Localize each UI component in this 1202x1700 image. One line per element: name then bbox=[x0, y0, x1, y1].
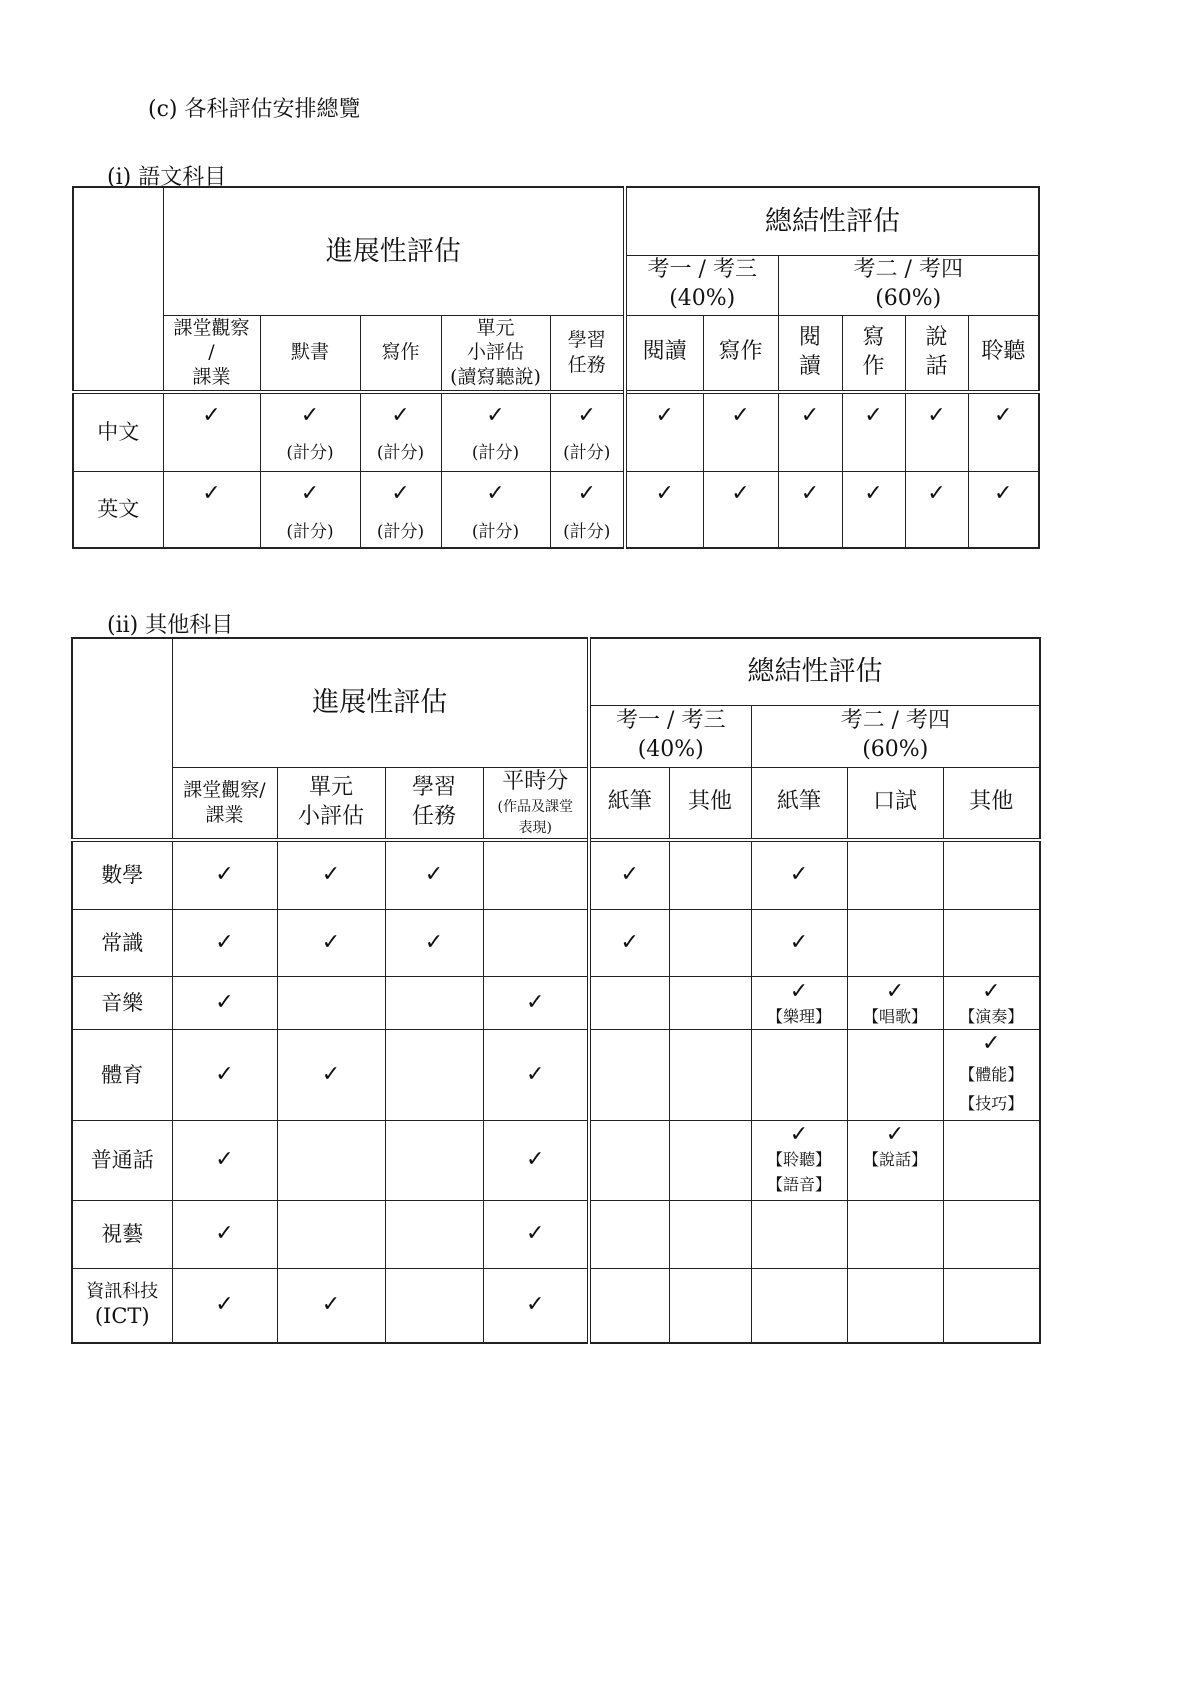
exam1-header bbox=[625, 255, 778, 315]
exam1-label: 考一 / 考三 bbox=[616, 708, 726, 734]
check-mark: ✓ bbox=[215, 862, 234, 888]
check-mark: ✓ bbox=[391, 402, 410, 428]
check-mark: ✓ bbox=[994, 402, 1013, 428]
exam2-label: 考二 / 考四 bbox=[853, 257, 963, 283]
col-class-observation: 課堂觀察/ 課業 bbox=[172, 767, 277, 840]
col-writing: 寫作 bbox=[360, 315, 441, 392]
check-mark: ✓ bbox=[215, 1147, 234, 1173]
check-mark: ✓ bbox=[789, 1122, 809, 1148]
note-singing: 【唱歌】 bbox=[862, 1007, 927, 1027]
exam2-header bbox=[751, 705, 1040, 767]
note-speaking: 【說話】 bbox=[862, 1149, 927, 1169]
check-mark: ✓ bbox=[215, 1221, 234, 1247]
check-mark: ✓ bbox=[655, 481, 674, 507]
check-mark: ✓ bbox=[215, 929, 234, 955]
check-mark: ✓ bbox=[424, 862, 444, 888]
check-mark: ✓ bbox=[927, 481, 946, 507]
check-mark: ✓ bbox=[885, 979, 905, 1005]
check-mark: ✓ bbox=[424, 929, 444, 955]
col-exam2-written: 紙筆 bbox=[751, 767, 847, 840]
note-skills: 【技巧】 bbox=[959, 1093, 1024, 1113]
col-unit-quiz: 單元 小評估 (讀寫聽說) bbox=[441, 315, 550, 392]
lang-heading: (i) 語文科目 bbox=[107, 165, 227, 190]
table-row bbox=[73, 392, 1039, 472]
score-note: (計分) bbox=[376, 443, 425, 464]
check-mark: ✓ bbox=[731, 481, 750, 507]
col-dictation: 默書 bbox=[260, 315, 360, 392]
col-exam1-writing: 寫作 bbox=[703, 315, 778, 392]
check-mark: ✓ bbox=[321, 1061, 341, 1087]
exam2-pct: (60%) bbox=[862, 737, 929, 762]
note-listening: 【聆聽】 bbox=[766, 1149, 831, 1169]
col-exam1-other: 其他 bbox=[669, 767, 751, 840]
exam1-label: 考一 / 考三 bbox=[647, 257, 757, 283]
exam1-header bbox=[589, 705, 751, 767]
check-mark: ✓ bbox=[215, 1061, 234, 1087]
subject-visual-arts: 視藝 bbox=[72, 1201, 172, 1269]
check-mark: ✓ bbox=[215, 1292, 234, 1318]
col-exam2-speaking: 說 話 bbox=[905, 315, 968, 392]
col-exam2-reading: 閱 讀 bbox=[778, 315, 842, 392]
lang-subjects-table bbox=[72, 186, 1040, 549]
check-mark: ✓ bbox=[202, 481, 221, 507]
score-note: (計分) bbox=[286, 521, 334, 542]
exam2-pct: (60%) bbox=[875, 286, 942, 311]
col-exam1-reading: 閱讀 bbox=[625, 315, 703, 392]
subject-general-studies: 常識 bbox=[72, 910, 172, 977]
check-mark: ✓ bbox=[655, 402, 674, 428]
table-row bbox=[72, 1201, 1040, 1269]
other-heading: (ii) 其他科目 bbox=[107, 613, 234, 638]
check-mark: ✓ bbox=[526, 1147, 545, 1173]
subject-math: 數學 bbox=[72, 840, 172, 910]
col-unit-quiz: 單元 小評估 bbox=[277, 767, 385, 840]
check-mark: ✓ bbox=[731, 402, 750, 428]
col-learning-task: 學習 任務 bbox=[550, 315, 625, 392]
check-mark: ✓ bbox=[526, 1221, 545, 1247]
table-row bbox=[72, 910, 1040, 977]
check-mark: ✓ bbox=[486, 402, 505, 428]
subject-english: 英文 bbox=[73, 472, 163, 548]
check-mark: ✓ bbox=[620, 862, 639, 888]
check-mark: ✓ bbox=[202, 402, 221, 428]
other-subjects-table bbox=[71, 637, 1041, 1344]
score-note: (計分) bbox=[376, 521, 425, 542]
check-mark: ✓ bbox=[864, 481, 883, 507]
exam1-pct: (40%) bbox=[637, 737, 704, 762]
summative-header: 總結性評估 bbox=[589, 638, 1040, 705]
subject-pe: 體育 bbox=[72, 1030, 172, 1121]
subject-music: 音樂 bbox=[72, 977, 172, 1030]
subject-putonghua: 普通話 bbox=[72, 1121, 172, 1201]
formative-header: 進展性評估 bbox=[172, 638, 589, 767]
formative-header: 進展性評估 bbox=[163, 187, 625, 315]
col-exam2-oral: 口試 bbox=[847, 767, 943, 840]
note-fitness: 【體能】 bbox=[959, 1064, 1024, 1084]
col-exam2-other: 其他 bbox=[943, 767, 1040, 840]
col-exam2-listening: 聆聽 bbox=[968, 315, 1039, 392]
check-mark: ✓ bbox=[885, 1122, 905, 1148]
exam2-label: 考二 / 考四 bbox=[840, 708, 950, 734]
col-daily-score: 平時分 (作品及課堂 表現) bbox=[483, 767, 589, 840]
check-mark: ✓ bbox=[321, 929, 341, 955]
note-music-theory: 【樂理】 bbox=[766, 1007, 831, 1027]
summative-header: 總結性評估 bbox=[625, 187, 1039, 255]
score-note: (計分) bbox=[471, 443, 520, 464]
note-playing: 【演奏】 bbox=[959, 1007, 1024, 1027]
check-mark: ✓ bbox=[620, 929, 639, 955]
check-mark: ✓ bbox=[391, 481, 410, 507]
score-note: (計分) bbox=[471, 521, 520, 542]
table-row bbox=[72, 1030, 1040, 1121]
check-mark: ✓ bbox=[927, 402, 946, 428]
table-row bbox=[72, 1121, 1040, 1201]
col-learning-task: 學習 任務 bbox=[385, 767, 483, 840]
exam1-pct: (40%) bbox=[669, 286, 736, 311]
exam2-header bbox=[778, 255, 1039, 315]
subject-ict: 資訊科技 (ICT) bbox=[72, 1269, 172, 1343]
check-mark: ✓ bbox=[789, 862, 809, 888]
check-mark: ✓ bbox=[577, 402, 596, 428]
check-mark: ✓ bbox=[300, 481, 320, 507]
check-mark: ✓ bbox=[994, 481, 1013, 507]
check-mark: ✓ bbox=[526, 989, 545, 1015]
corner-cell bbox=[72, 638, 172, 840]
col-exam2-writing: 寫 作 bbox=[842, 315, 905, 392]
check-mark: ✓ bbox=[800, 481, 820, 507]
check-mark: ✓ bbox=[864, 402, 883, 428]
col-exam1-written: 紙筆 bbox=[589, 767, 669, 840]
section-title: (c) 各科評估安排總覽 bbox=[148, 97, 361, 122]
check-mark: ✓ bbox=[789, 979, 809, 1005]
score-note: (計分) bbox=[563, 443, 611, 464]
check-mark: ✓ bbox=[800, 402, 820, 428]
check-mark: ✓ bbox=[486, 481, 505, 507]
check-mark: ✓ bbox=[982, 1031, 1001, 1057]
corner-cell bbox=[73, 187, 163, 392]
check-mark: ✓ bbox=[789, 929, 809, 955]
subject-chinese: 中文 bbox=[73, 392, 163, 472]
score-note: (計分) bbox=[563, 521, 611, 542]
table-row bbox=[72, 1269, 1040, 1343]
check-mark: ✓ bbox=[577, 481, 596, 507]
check-mark: ✓ bbox=[321, 1292, 341, 1318]
table-row bbox=[73, 472, 1039, 548]
check-mark: ✓ bbox=[321, 862, 341, 888]
col-class-observation: 課堂觀察 / 課業 bbox=[163, 315, 260, 392]
check-mark: ✓ bbox=[300, 402, 320, 428]
score-note: (計分) bbox=[286, 443, 334, 464]
check-mark: ✓ bbox=[982, 979, 1001, 1005]
table-row bbox=[72, 840, 1040, 910]
check-mark: ✓ bbox=[215, 989, 234, 1015]
note-phonetics: 【語音】 bbox=[766, 1174, 831, 1194]
check-mark: ✓ bbox=[526, 1292, 545, 1318]
check-mark: ✓ bbox=[526, 1061, 545, 1087]
table-row bbox=[72, 977, 1040, 1030]
